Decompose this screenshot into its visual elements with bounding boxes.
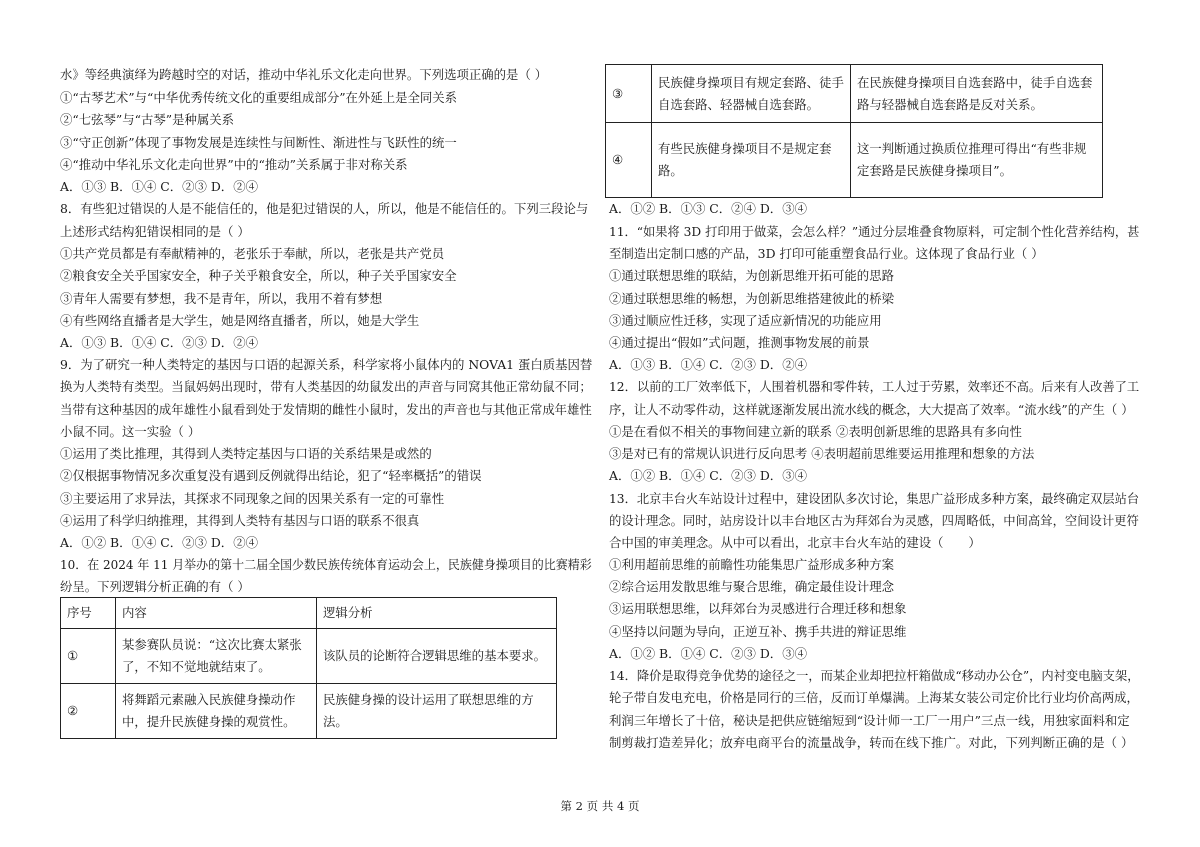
cell-line: 在民族健身操项目自选套路中，徒手自选套 [857, 74, 1093, 90]
text-line: 水》等经典演绎为跨越时空的对话，推动中华礼乐文化走向世界。下列选项正确的是（ ） [60, 67, 548, 82]
text-line: ③是对已有的常规认识进行反向思考 ④表明超前思维要运用推理和想象的方法 [609, 446, 1035, 461]
text-line: ①运用了类比推理，其得到人类特定基因与口语的关系结果是或然的 [60, 446, 432, 461]
logic-table [60, 597, 557, 739]
table-header-row [61, 598, 557, 629]
answer-options: A．①② B．①④ C．②③ D．③④ [609, 468, 807, 483]
text-line: 利润三年增长了十倍，秘诀是把供应链缩短到“设计师一工厂一用户”三点一线，用独家面料和定 [609, 713, 1130, 728]
cell-line: 自选套路、轻器械自选套路。 [658, 96, 820, 112]
row-analysis [851, 123, 1103, 198]
text-line: ②“七弦琴”与“古琴”是种属关系 [60, 112, 235, 127]
text-line: ④通过提出“假如”式问题，推测事物发展的前景 [609, 335, 870, 350]
row-content [116, 629, 317, 684]
question-12: 12．以前的工厂效率低下，人围着机器和零件转，工人过于劳累，效率还不高。后来有人改善了工 [609, 379, 1140, 394]
question-9: 9．为了研究一种人类特定的基因与口语的起源关系，科学家将小鼠体内的 NOVA1 蛋白质基因替 [60, 357, 593, 372]
question-11: 11．“如果将 3D 打印用于做菜，会怎么样？”通过分层堆叠食物原料，可定制个性化营养结构，甚 [609, 224, 1140, 239]
text-line: ③通过顺应性迁移，实现了适应新情况的功能应用 [609, 313, 882, 328]
text-line: ④有些网络直播者是大学生，她是网络直播者，所以，她是大学生 [60, 313, 420, 328]
cell-line: 民族健身操的设计运用了联想思维的方法。 [323, 692, 534, 729]
text-line: 的设计理念。同时，站房设计以丰台地区古为拜郊台为灵感，四周略低，中间高耸，空间设计更符 [609, 513, 1139, 528]
row-content [116, 684, 317, 739]
table-row [606, 123, 1103, 198]
cell-line: 路与轻器械自选套路是反对关系。 [857, 96, 1043, 112]
text-line: ③“守正创新”体现了事物发展是连续性与间断性、渐进性与飞跃性的统一 [60, 135, 457, 150]
row-analysis [317, 684, 557, 739]
row-content [652, 65, 851, 123]
text-line: 序，让人不动零件动，这样就逐渐发展出流水线的概念，大大提高了效率。“流水线”的产生（ ） [609, 402, 1134, 417]
cell-line: 定套路是民族健身操项目”。 [857, 163, 1013, 178]
question-8: 8．有些犯过错误的人是不能信任的，他是犯过错误的人，所以，他是不能信任的。下列三段论与 [60, 201, 589, 216]
row-analysis [851, 65, 1103, 123]
text-line: ①通过联想思维的联結，为创新思维开拓可能的思路 [609, 268, 894, 283]
text-line: ④坚持以问题为导向，正逆互补、携手共进的辩证思维 [609, 624, 907, 639]
page-footer: 第 2 页 共 4 页 [560, 799, 640, 813]
question-13: 13．北京丰台火车站设计过程中，建设团队多次讨论，集思广益形成多种方案，最终确定双层站台 [609, 491, 1140, 506]
answer-options: A．①③ B．①④ C．②③ D．②④ [609, 357, 807, 372]
table-row [61, 684, 557, 739]
text-line: 小鼠不同。这一实验（ ） [60, 424, 201, 439]
text-line: ③主要运用了求异法，其探求不同现象之间的因果关系有一定的可靠性 [60, 491, 445, 506]
text-line: ①利用超前思维的前瞻性功能集思广益形成多种方案 [609, 557, 894, 572]
logic-table-continued [605, 64, 1103, 198]
text-line: ①“古琴艺术”与“中华优秀传统文化的重要组成部分”在外延上是全同关系 [60, 90, 458, 105]
text-line: ②仅根据事物情况多次重复没有遇到反例就得出结论，犯了“轻率概括”的错误 [60, 468, 482, 483]
text-line: ④“推动中华礼乐文化走向世界”中的“推动”关系属于非对称关系 [60, 157, 408, 172]
cell-line: 有些民族健身操项目不是规定套 [658, 141, 832, 156]
text-line: 当带有这种基因的成年雄性小鼠看到处于发情期的雌性小鼠时，发出的声音也与其他正常成年雄性 [60, 402, 592, 417]
question-14: 14．降价是取得竞争优势的途径之一，而某企业却把拉杆箱做成“移动办公仓”，内衬变电脑支架， [609, 668, 1140, 683]
cell-line: 了，不知不觉地就结束了。 [122, 659, 271, 674]
row-number: ③ [606, 65, 652, 123]
table-header: 序号 [61, 598, 116, 629]
row-number: ② [61, 684, 116, 739]
cell-line: 中，提升民族健身操的观赏性。 [122, 714, 296, 729]
question-10: 10．在 2024 年 11 月举办的第十二届全国少数民族传统体育运动会上，民族健身操项目的比赛精彩 [60, 557, 592, 572]
row-number: ① [61, 629, 116, 684]
answer-options: A．①③ B．①④ C．②③ D．②④ [60, 179, 258, 194]
answer-options: A．①② B．①③ C．②④ D．③④ [609, 201, 807, 216]
answer-options: A．①② B．①④ C．②③ D．②④ [60, 535, 258, 550]
cell-line: 某参赛队员说：“这次比赛太紧张 [122, 637, 302, 652]
text-line: 上述形式结构犯错误相同的是（ ） [60, 224, 250, 239]
text-line: ③青年人需要有梦想，我不是青年，所以，我用不着有梦想 [60, 291, 383, 306]
cell-line: 这一判断通过换质位推理可得出“有些非规 [857, 141, 1087, 156]
text-line: 换为人类特有类型。当鼠妈妈出现时，带有人类基因的幼鼠发出的声音与同窝其他正常幼鼠不同； [60, 379, 592, 394]
text-line: 轮子带自发电充电，价格是同行的三倍，反而订单爆满。上海某女装公司定价比行业均价高两成， [609, 690, 1139, 705]
cell-line: 将舞蹈元素融入民族健身操动作 [122, 692, 296, 707]
answer-options: A．①② B．①④ C．②③ D．③④ [609, 646, 807, 661]
cell-line: 该队员的论断符合逻辑思维的基本要求。 [323, 648, 547, 663]
row-content [652, 123, 851, 198]
answer-options: A．①③ B．①④ C．②③ D．②④ [60, 335, 258, 350]
table-header: 逻辑分析 [317, 598, 557, 629]
table-row [606, 65, 1103, 123]
table-header: 内容 [116, 598, 317, 629]
text-line: 合中国的审美理念。从中可以看出，北京丰台火车站的建设（ ） [609, 535, 981, 550]
text-line: ③运用联想思维，以拜郊台为灵感进行合理迁移和想象 [609, 601, 907, 616]
row-analysis [317, 629, 557, 684]
cell-line: 民族健身操项目有规定套路、徒手 [658, 74, 844, 90]
cell-line: 路。 [658, 163, 683, 178]
text-line: ①是在看似不相关的事物间建立新的联系 ②表明创新思维的思路具有多向性 [609, 424, 1022, 439]
table-row [61, 629, 557, 684]
row-number: ④ [606, 123, 652, 198]
text-line: ②综合运用发散思维与聚合思维，确定最佳设计理念 [609, 579, 894, 594]
text-line: ①共产党员都是有奉献精神的，老张乐于奉献，所以，老张是共产党员 [60, 246, 445, 261]
text-line: ④运用了科学归纳推理，其得到人类特有基因与口语的联系不很真 [60, 513, 420, 528]
text-line: ②粮食安全关乎国家安全，种子关乎粮食安全，所以，种子关乎国家安全 [60, 268, 457, 283]
text-line: 纷呈。下列逻辑分析正确的有（ ） [60, 579, 250, 594]
text-line: 制剪裁打造差异化；放弃电商平台的流量战争，转而在线下推广。对此，下列判断正确的是（ ） [609, 735, 1134, 750]
text-line: ②通过联想思维的畅想，为创新思维搭建彼此的桥梁 [609, 291, 894, 306]
text-line: 至制造出定制口感的产品，3D 打印可能重塑食品行业。这体现了食品行业（ ） [609, 246, 1044, 261]
